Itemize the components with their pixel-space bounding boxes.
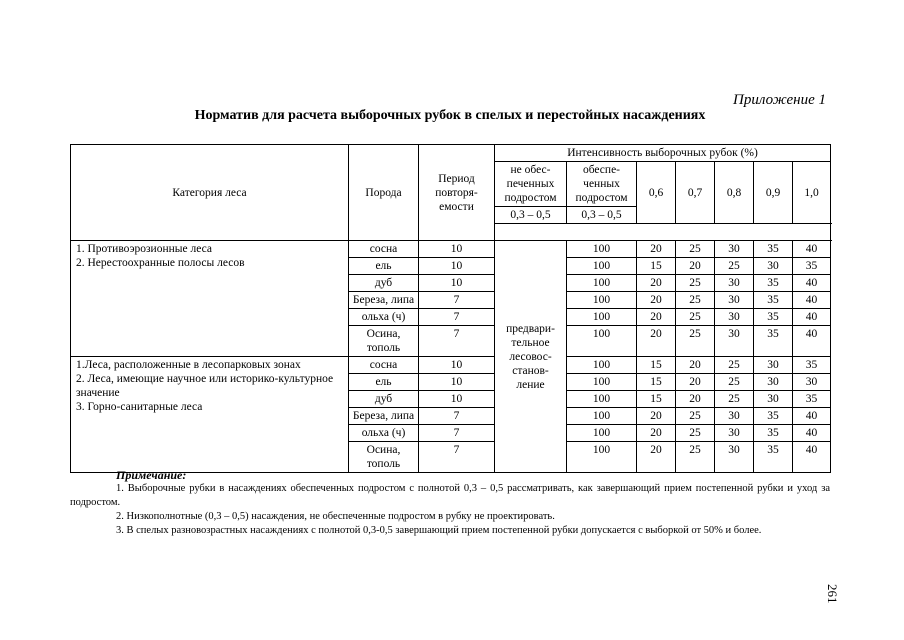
cell-value: 25	[715, 258, 754, 275]
cell-value: 25	[676, 241, 715, 258]
cell-value: 25	[676, 275, 715, 292]
cell-value: 35	[754, 241, 793, 258]
cell-species: дуб	[349, 275, 419, 292]
cell-species: Береза, липа	[349, 292, 419, 309]
header-density-not: 0,3 – 0,5	[495, 207, 567, 224]
cell-value: 40	[793, 275, 831, 292]
cell-value: 25	[676, 309, 715, 326]
cell-value: 30	[715, 292, 754, 309]
cell-value: 35	[754, 425, 793, 442]
cell-period: 7	[419, 408, 495, 425]
cell-value: 25	[715, 374, 754, 391]
group-1-categories	[71, 241, 349, 357]
note-item: 3. В спелых разновозрастных насаждениях с полнотой 0,3-0,5 завершающий прием постепенной рубки допускается с выборкой от 50% и более.	[116, 525, 762, 536]
category-text: 3. Горно-санитарные леса	[76, 401, 203, 413]
cell-provided: 100	[567, 442, 637, 473]
cell-value: 40	[793, 326, 831, 357]
header-not-provided: не обес- печенных подростом	[495, 162, 567, 207]
cell-provided: 100	[567, 357, 637, 374]
cell-period: 10	[419, 241, 495, 258]
header-col-0-8: 0,8	[715, 162, 754, 224]
cell-provided: 100	[567, 309, 637, 326]
cell-value: 35	[754, 326, 793, 357]
header-period: Период повторя- емости	[419, 145, 495, 241]
header-col-0-7: 0,7	[676, 162, 715, 224]
cell-value: 30	[715, 241, 754, 258]
cell-species: сосна	[349, 241, 419, 258]
cell-period: 7	[419, 442, 495, 473]
category-text: 2. Нерестоохранные полосы лесов	[76, 257, 245, 269]
category-text: 2. Леса, имеющие научное или историко-культурное значение	[76, 373, 334, 399]
cell-value: 20	[637, 425, 676, 442]
cell-period: 10	[419, 357, 495, 374]
cell-value: 25	[715, 391, 754, 408]
cell-value: 30	[754, 374, 793, 391]
header-category: Категория леса	[71, 145, 349, 241]
note-item: 2. Низкополнотные (0,3 – 0,5) насаждения, не обеспеченные подростом в рубку не проектировать.	[116, 511, 555, 522]
cell-value: 25	[676, 425, 715, 442]
cell-value: 20	[676, 258, 715, 275]
header-density-yes: 0,3 – 0,5	[567, 207, 637, 224]
table-row	[71, 357, 831, 374]
cell-value: 35	[754, 292, 793, 309]
cell-value: 35	[754, 442, 793, 473]
cell-provided: 100	[567, 258, 637, 275]
cell-value: 30	[715, 275, 754, 292]
cell-value: 40	[793, 309, 831, 326]
cell-period: 7	[419, 292, 495, 309]
header-col-0-9: 0,9	[754, 162, 793, 224]
group-2-categories	[71, 357, 349, 473]
document-title: Норматив для расчета выборочных рубок в спелых и перестойных насаждениях	[194, 108, 706, 123]
cell-species: сосна	[349, 357, 419, 374]
notes-heading: Примечание:	[116, 468, 187, 482]
header-provided: обеспе- ченных подростом	[567, 162, 637, 207]
cell-value: 40	[793, 442, 831, 473]
cell-value: 20	[637, 309, 676, 326]
cell-value: 20	[637, 326, 676, 357]
cell-period: 10	[419, 258, 495, 275]
cell-value: 30	[715, 326, 754, 357]
category-text: 1. Противоэрозионные леса	[76, 243, 212, 255]
cell-species: Береза, липа	[349, 408, 419, 425]
cell-period: 7	[419, 309, 495, 326]
cell-value: 20	[676, 357, 715, 374]
cell-value: 20	[676, 391, 715, 408]
cell-species: дуб	[349, 391, 419, 408]
appendix-label: Приложение 1	[733, 92, 826, 108]
cell-value: 25	[715, 357, 754, 374]
cell-value: 20	[637, 275, 676, 292]
cell-species: ольха (ч)	[349, 309, 419, 326]
cell-period: 7	[419, 425, 495, 442]
cell-value: 35	[793, 391, 831, 408]
cell-species: ольха (ч)	[349, 425, 419, 442]
cell-value: 40	[793, 425, 831, 442]
cell-value: 25	[676, 326, 715, 357]
norm-table	[70, 144, 831, 473]
cell-value: 30	[715, 408, 754, 425]
cell-value: 30	[754, 258, 793, 275]
cell-provided: 100	[567, 408, 637, 425]
cell-value: 35	[754, 408, 793, 425]
cell-value: 35	[793, 357, 831, 374]
table-row	[71, 241, 831, 258]
cell-value: 40	[793, 292, 831, 309]
cell-value: 20	[637, 292, 676, 309]
cell-value: 30	[715, 442, 754, 473]
cell-period: 10	[419, 275, 495, 292]
cell-period: 10	[419, 374, 495, 391]
cell-value: 40	[793, 408, 831, 425]
cell-species: Осина, тополь	[349, 326, 419, 357]
cell-provided: 100	[567, 292, 637, 309]
cell-value: 30	[754, 357, 793, 374]
cell-provided: 100	[567, 425, 637, 442]
cell-value: 35	[754, 275, 793, 292]
cell-value: 20	[637, 241, 676, 258]
cell-value: 30	[754, 391, 793, 408]
category-text: 1.Леса, расположенные в лесопарковых зонах	[76, 359, 301, 371]
cell-period: 7	[419, 326, 495, 357]
cell-value: 20	[637, 408, 676, 425]
cell-value: 40	[793, 241, 831, 258]
cell-value: 35	[793, 258, 831, 275]
cell-value: 25	[676, 292, 715, 309]
header-col-1-0: 1,0	[793, 162, 831, 224]
merged-preliminary-reforestation: предвари- тельное лесовос- станов- ление	[495, 241, 567, 473]
cell-species: Осина, тополь	[349, 442, 419, 473]
cell-provided: 100	[567, 374, 637, 391]
cell-species: ель	[349, 374, 419, 391]
header-intensity: Интенсивность выборочных рубок (%)	[495, 145, 831, 162]
cell-value: 30	[793, 374, 831, 391]
cell-value: 35	[754, 309, 793, 326]
cell-provided: 100	[567, 326, 637, 357]
notes-section	[70, 468, 830, 538]
cell-period: 10	[419, 391, 495, 408]
header-col-0-6: 0,6	[637, 162, 676, 224]
cell-value: 30	[715, 309, 754, 326]
cell-provided: 100	[567, 241, 637, 258]
cell-species: ель	[349, 258, 419, 275]
cell-value: 15	[637, 374, 676, 391]
cell-provided: 100	[567, 275, 637, 292]
cell-value: 20	[637, 442, 676, 473]
cell-value: 25	[676, 442, 715, 473]
cell-value: 15	[637, 391, 676, 408]
cell-provided: 100	[567, 391, 637, 408]
page-number: 261	[825, 584, 840, 604]
cell-value: 30	[715, 425, 754, 442]
cell-value: 15	[637, 258, 676, 275]
cell-value: 25	[676, 408, 715, 425]
note-item: 1. Выборочные рубки в насаждениях обеспеченных подростом с полнотой 0,3 – 0,5 рассматривать, как завершающий прием постепенной рубки и уход за подростом.	[70, 483, 830, 508]
cell-value: 20	[676, 374, 715, 391]
header-species: Порода	[349, 145, 419, 241]
cell-value: 15	[637, 357, 676, 374]
